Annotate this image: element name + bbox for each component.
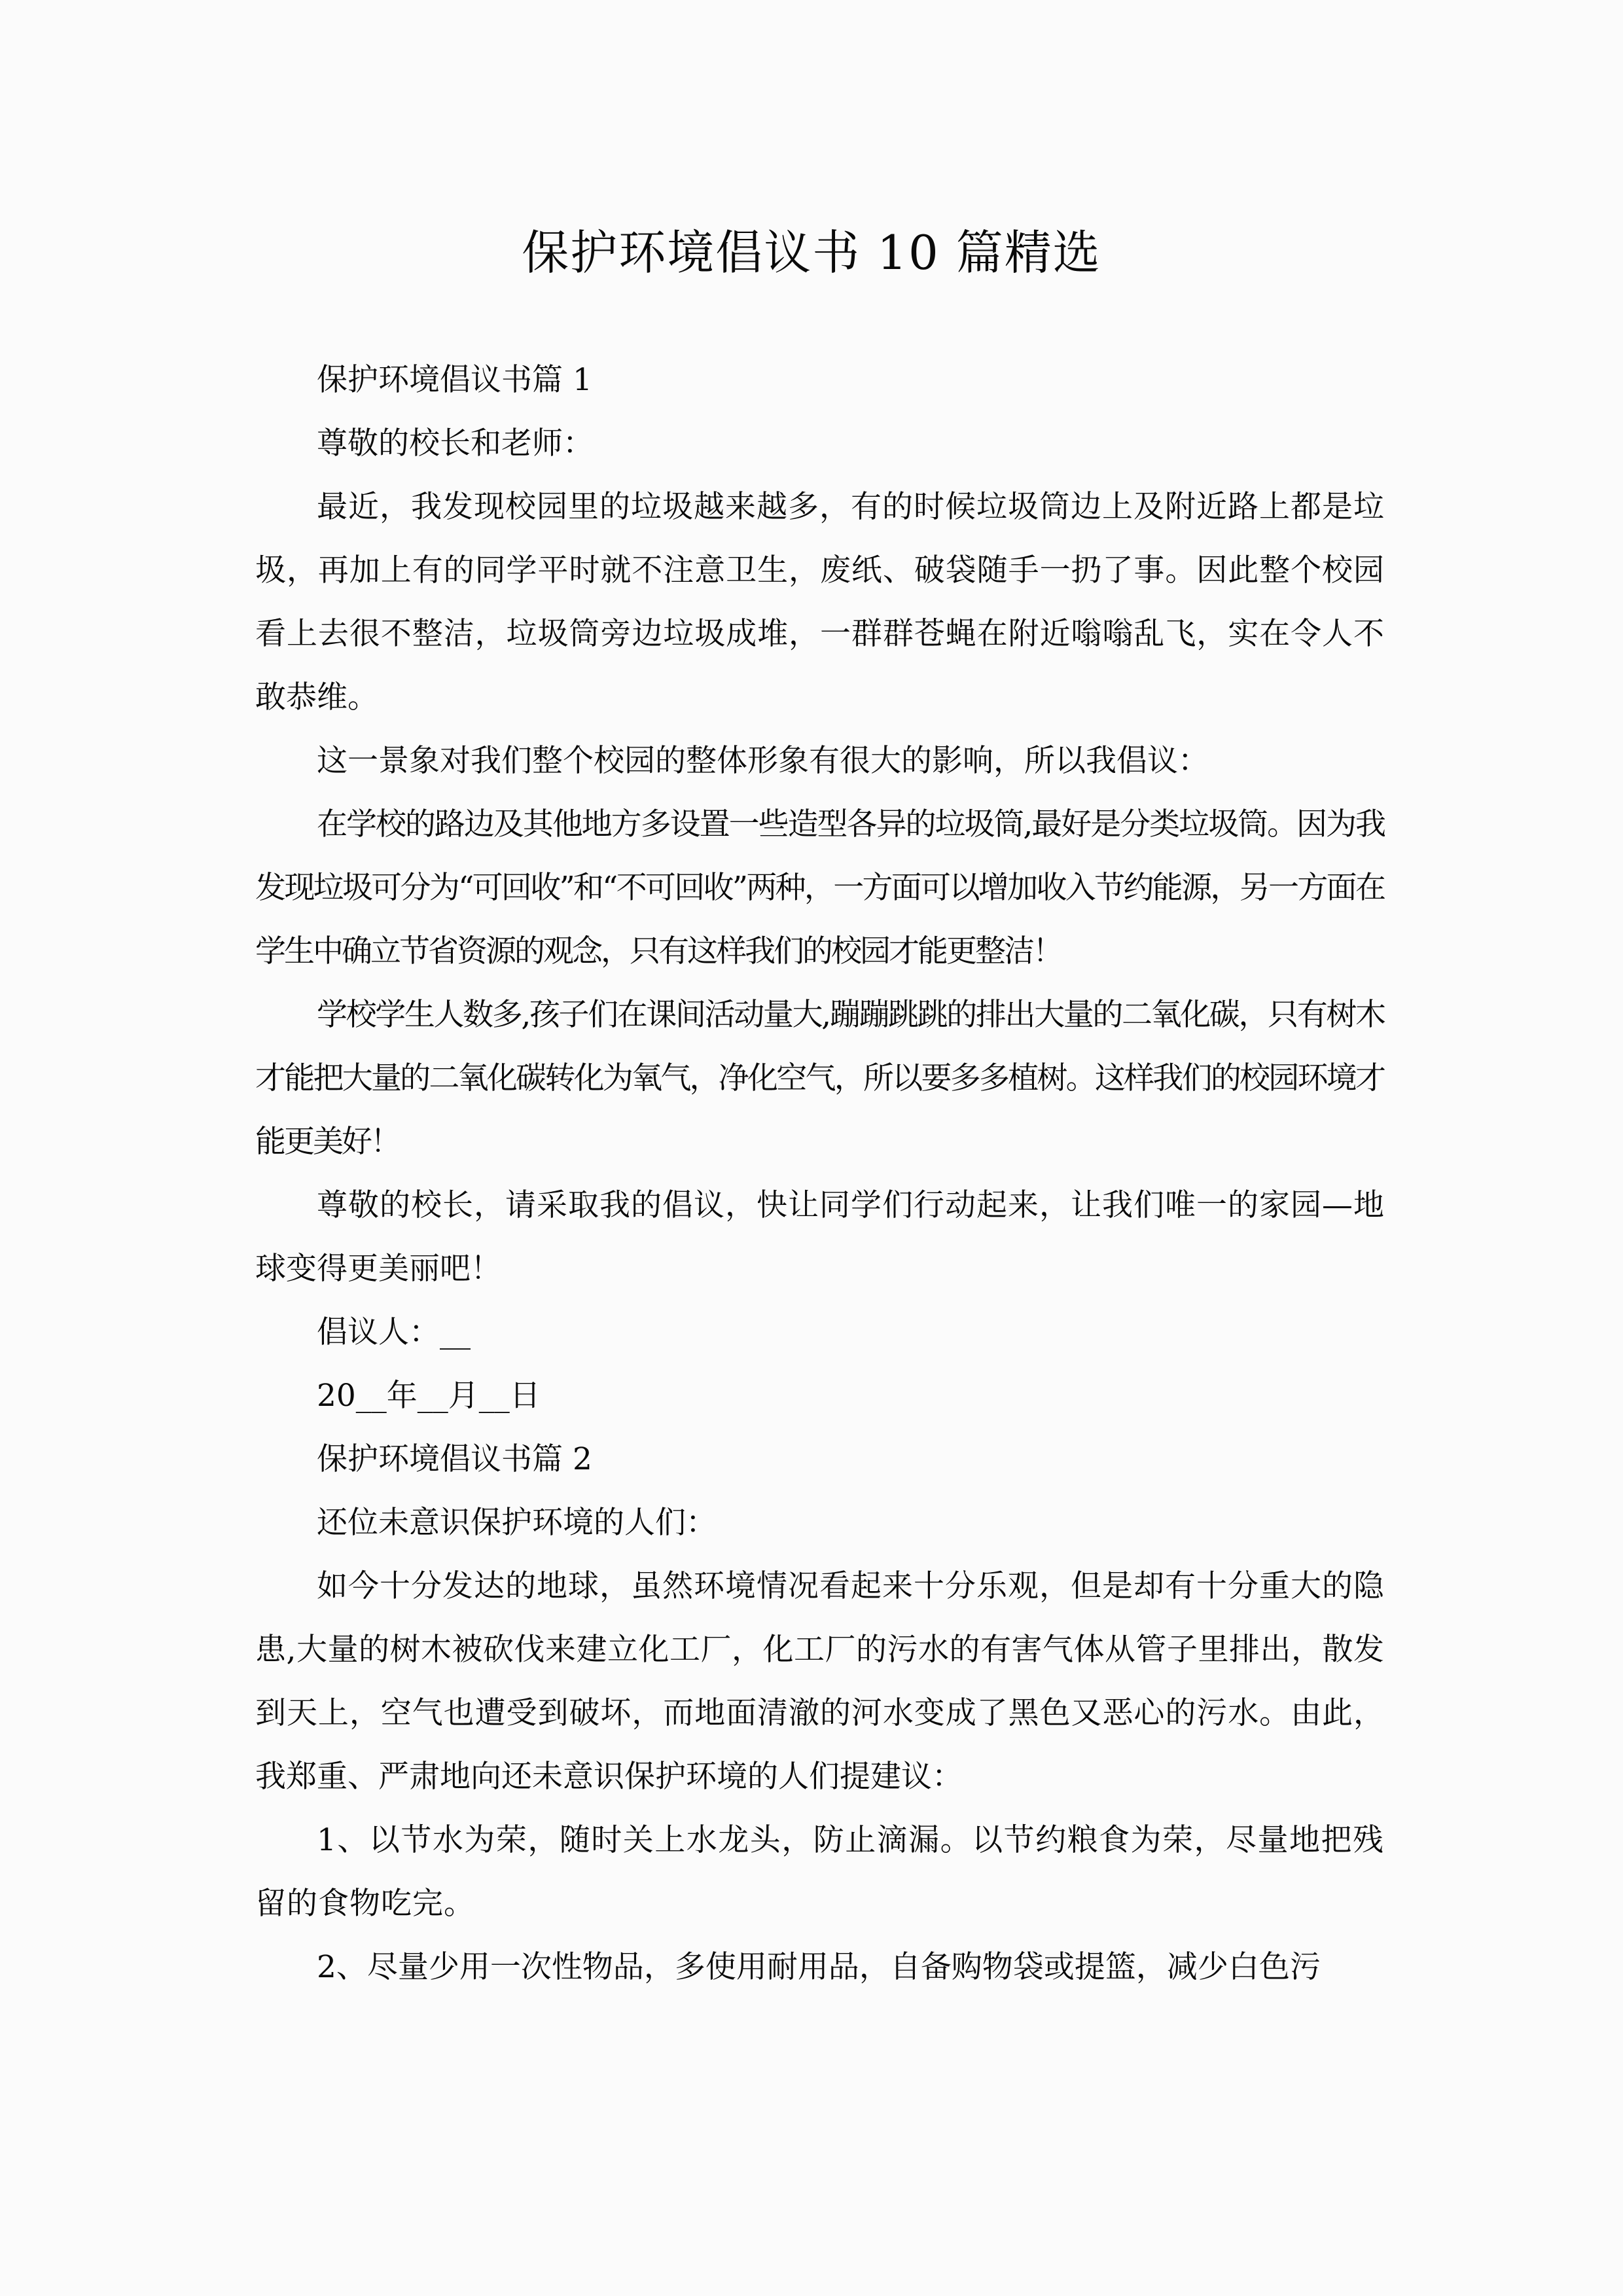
body-paragraph-1: 最近，我发现校园里的垃圾越来越多，有的时候垃圾筒边上及附近路上都是垃圾，再加上有的同学平时就不注意卫生，废纸、破袋随手一扔了事。因此整个校园看上去很不整洁，垃圾筒旁边垃圾成堆，一群群苍蝇在附近嗡嗡乱飞，实在令人不敢恭维。: [255, 489, 1384, 715]
numbered-list-item-1: 1、以节水为荣，随时关上水龙头，防止滴漏。以节约粮食为荣，尽量地把残留的食物吃完。: [255, 1822, 1384, 1922]
body-paragraph-2: 这一景象对我们整个校园的整体形象有很大的影响，所以我倡议：: [317, 743, 1209, 779]
signature-proposer-line: 倡议人：__: [317, 1314, 471, 1350]
document-body: [255, 348, 1384, 1999]
signature-date-line: 20__年__月__日: [317, 1378, 541, 1414]
body-paragraph-4: 学校学生人数多,孩子们在课间活动量大,蹦蹦跳跳的排出大量的二氧化碳，只有树木才能把大量的二氧化碳转化为氧气，净化空气，所以要多多植树。这样我们的校园环境才能更美好！: [255, 997, 1384, 1160]
body-paragraph-6: 如今十分发达的地球，虽然环境情况看起来十分乐观，但是却有十分重大的隐患,大量的树木被砍伐来建立化工厂，化工厂的污水的有害气体从管子里排出，散发到天上，空气也遭受到破坏，而地面清澈的河水变成了黑色又恶心的污水。由此，我郑重、严肃地向还未意识保护环境的人们提建议：: [255, 1568, 1384, 1795]
body-paragraph-5: 尊敬的校长，请采取我的倡议，快让同学们行动起来，让我们唯一的家园—地球变得更美丽吧！: [255, 1187, 1384, 1287]
salutation-2: 还位未意识保护环境的人们：: [317, 1505, 717, 1541]
salutation-1: 尊敬的校长和老师：: [317, 425, 594, 461]
body-paragraph-3: 在学校的路边及其他地方多设置一些造型各异的垃圾筒,最好是分类垃圾筒。因为我发现垃圾可分为“可回收”和“不可回收”两种，一方面可以增加收入节约能源，另一方面在学生中确立节省资源的观念，只有这样我们的校园才能更整洁！: [255, 806, 1384, 969]
page-title: 保护环境倡议书 10 篇精选: [522, 225, 1101, 281]
section-heading-1: 保护环境倡议书篇 1: [317, 362, 592, 398]
section-heading-2: 保护环境倡议书篇 2: [317, 1441, 592, 1477]
numbered-list-item-2: 2、尽量少用一次性物品，多使用耐用品，自备购物袋或提篮，减少白色污: [317, 1949, 1321, 1985]
